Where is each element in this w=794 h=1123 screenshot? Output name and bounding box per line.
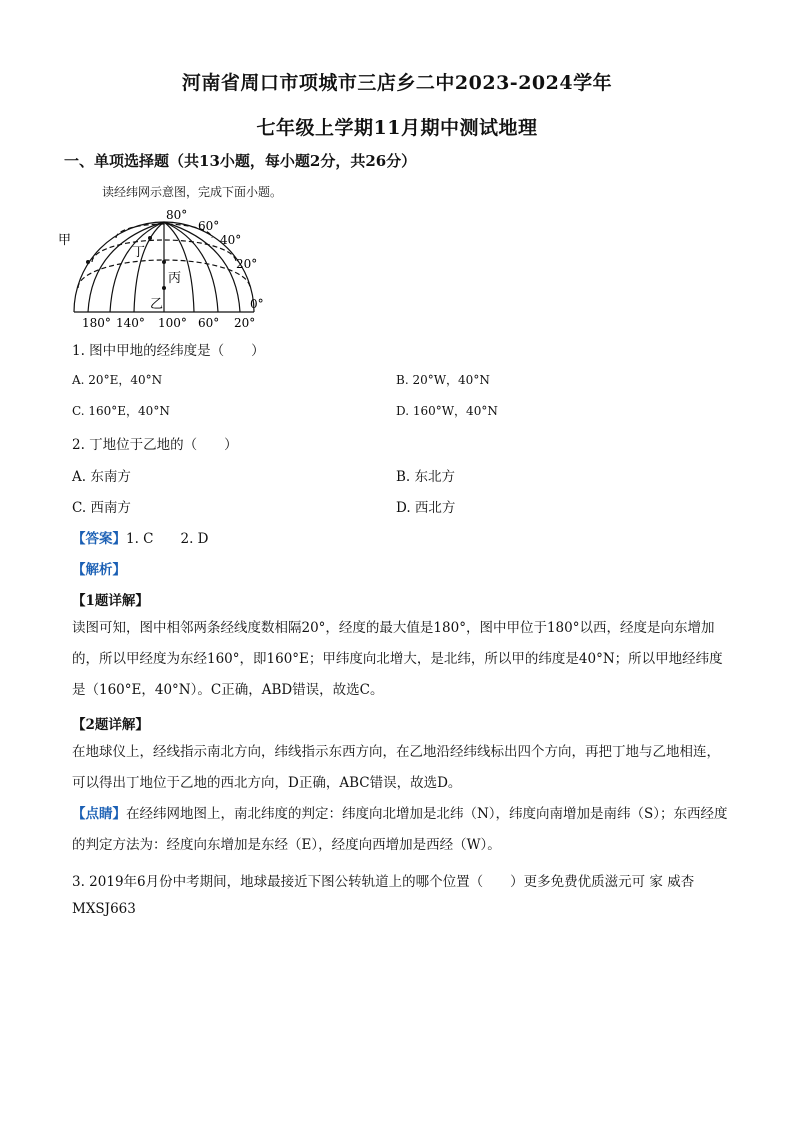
place-yi-label: 乙	[150, 297, 164, 312]
answer-row	[72, 527, 209, 547]
section-heading: 一、单项选择题（共13小题，每小题2分，共26分）	[64, 152, 417, 170]
place-ding-label: 丁	[132, 245, 146, 260]
q2-option-b: B. 东北方	[396, 469, 456, 485]
lon-label-100: 100°	[158, 316, 187, 330]
q1-stem: 1. 图中甲地的经纬度是（ ）	[72, 343, 265, 359]
lat-label-40: 40°	[220, 233, 242, 247]
lat-label-60: 60°	[198, 219, 220, 233]
meridian-60	[164, 222, 218, 312]
lon-label-140: 140°	[116, 316, 145, 330]
q2-option-a: A. 东南方	[72, 469, 131, 485]
intro-text: 读经纬网示意图，完成下面小题。	[102, 185, 283, 199]
graticule-figure	[58, 204, 278, 332]
tip-label: 【点睛】	[72, 806, 126, 822]
place-jia-dot	[86, 260, 90, 264]
q3-line2: MXSJ663	[72, 901, 136, 917]
detail2-label: 【2题详解】	[72, 717, 149, 733]
answer-label: 【答案】	[72, 531, 126, 547]
q1-option-b: B. 20°W，40°N	[396, 373, 490, 387]
place-jia-label: 甲	[58, 233, 72, 248]
detail1-label: 【1题详解】	[72, 593, 149, 609]
lon-label-60: 60°	[198, 316, 220, 330]
place-bing-dot	[162, 260, 166, 264]
q2-option-c: C. 西南方	[72, 500, 131, 516]
place-yi-dot	[162, 286, 166, 290]
place-ding-dot	[148, 236, 152, 240]
lat-label-20: 20°	[236, 257, 258, 271]
q2-option-d: D. 西北方	[396, 500, 456, 516]
q1-option-c: C. 160°E，40°N	[72, 404, 170, 418]
meridian-80	[164, 222, 194, 312]
detail1-text: 读图可知，图中相邻两条经线度数相隔20°，经度的最大值是180°，图中甲位于180°以西，经度是向东增加的，所以甲经度为东经160°，即160°E；甲纬度向北增大，是北纬，所以甲的纬度是40°N；所以甲地经纬度是（160°E，40°N）。C正确，ABD错误，故选C。	[72, 620, 723, 698]
title-line2: 七年级上学期11月期中测试地理	[256, 117, 538, 139]
lon-label-20: 20°	[234, 316, 256, 330]
lat-label-80: 80°	[166, 208, 188, 222]
tip-block	[72, 799, 732, 861]
lon-label-180: 180°	[82, 316, 111, 330]
analysis-label: 【解析】	[72, 562, 126, 578]
answer-text: 1. C 2. D	[126, 531, 209, 547]
q1-option-d: D. 160°W，40°N	[396, 404, 498, 418]
detail2-text: 在地球仪上，经线指示南北方向，纬线指示东西方向，在乙地沿经纬线标出四个方向，再把丁地与乙地相连，可以得出丁地位于乙地的西北方向，D正确，ABC错误，故选D。	[72, 744, 720, 791]
q2-stem: 2. 丁地位于乙地的（ ）	[72, 437, 238, 453]
q1-option-a: A. 20°E，40°N	[72, 373, 163, 387]
tip-text: 在经纬网地图上，南北纬度的判定：纬度向北增加是北纬（N），纬度向南增加是南纬（S）；东西经度的判定方法为：经度向东增加是东经（E），经度向西增加是西经（W）。	[72, 806, 728, 853]
q3-line1: 3. 2019年6月份中考期间，地球最接近下图公转轨道上的哪个位置（ ）更多免费优质滋元可 家 威杏	[72, 874, 695, 890]
lat-label-0: 0°	[250, 297, 264, 311]
place-bing-label: 丙	[168, 271, 182, 286]
title-line1: 河南省周口市项城市三店乡二中2023-2024学年	[181, 72, 613, 94]
